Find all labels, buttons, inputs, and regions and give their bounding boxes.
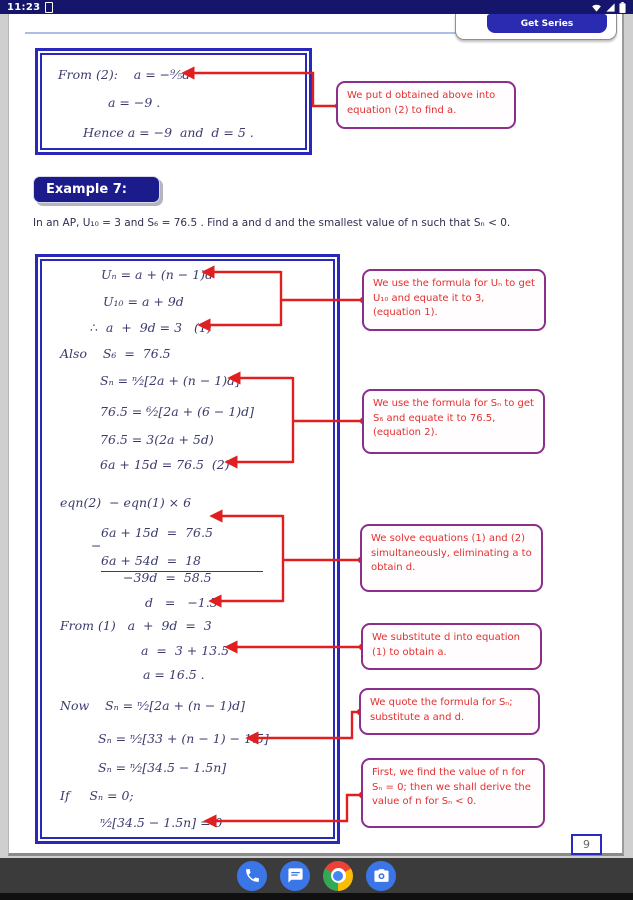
equation-line: U₁₀ = a + 9d [103,294,184,309]
equation-line: 6a + 54d = 18 [101,552,263,572]
callout-note: We put d obtained above into equation (2) to find a. [336,81,516,129]
example-header: Example 7: [33,176,160,203]
callout-note: We quote the formula for Sₙ; substitute a and d. [359,688,540,735]
equation-line: ⁿ⁄₂[34.5 − 1.5n] = 0 [100,815,223,830]
equation-line: Sₙ = ⁿ⁄₂[2a + (n − 1)d] [100,373,240,388]
callout-note: We use the formula for Sₙ to get S₆ and equate it to 76.5, (equation 2). [362,389,545,454]
callout-note: We solve equations (1) and (2) simultaneously, eliminating a to obtain d. [360,524,543,592]
callout-note: First, we find the value of n for Sₙ = 0; then we shall derive the value of n for Sₙ < 0. [361,758,545,828]
callout-note: We substitute d into equation (1) to obtain a. [361,623,542,670]
equation-line: Sₙ = ⁿ⁄₂[34.5 − 1.5n] [98,760,227,775]
equation-line: Also S₆ = 76.5 [60,346,171,361]
recap-line: Hence a = −9 and d = 5 . [83,125,254,140]
navigation-strip [0,893,633,900]
equation-line: 76.5 = ⁶⁄₂[2a + (6 − 1)d] [100,404,255,419]
equation-line: eqn(2) − eqn(1) × 6 [60,495,192,510]
equation-line: Uₙ = a + (n − 1)d [101,267,214,282]
callout-note: We use the formula for Uₙ to get U₁₀ and equate it to 3, (equation 1). [362,269,546,331]
signal-icon [605,2,616,13]
equation-line: If Sₙ = 0; [60,788,134,803]
equation-line: ∴ a + 9d = 3 (1) [90,320,212,335]
phone-icon[interactable] [237,861,267,891]
recap-line: a = −9 . [108,95,161,110]
equation-line: a = 16.5 . [143,667,205,682]
recap-box [35,48,312,155]
equation-line: −39d = 58.5 [123,570,212,585]
page-number: 9 [571,834,602,855]
messages-icon[interactable] [280,861,310,891]
equation-line: Sₙ = ⁿ⁄₂[33 + (n − 1) − 1.5] [98,731,269,746]
series-button[interactable]: Get Series [487,14,607,33]
clock: 11:23 [7,1,41,13]
equation-line: 6a + 15d = 76.5 [101,525,213,540]
equation-line: d = −1.5 [145,595,218,610]
chrome-icon-ring [331,868,346,883]
equation-line: 6a + 15d = 76.5 (2) [100,457,230,472]
recap-line: From (2): a = −⁹⁄₅d [58,67,191,82]
chrome-icon-center [333,871,343,881]
equation-line: a = 3 + 13.5 [141,643,230,658]
status-bar [0,0,633,14]
battery-icon [619,2,626,13]
equation-line: 76.5 = 3(2a + 5d) [100,432,214,447]
minus-sign: − [91,538,102,553]
equation-line: From (1) a + 9d = 3 [60,618,212,633]
working-box [35,254,340,844]
equation-line: Now Sₙ = ⁿ⁄₂[2a + (n − 1)d] [60,698,246,713]
notification-icon [45,2,53,13]
camera-icon[interactable] [366,861,396,891]
wifi-icon [591,2,602,13]
chrome-icon[interactable] [323,861,353,891]
dock [0,858,633,893]
problem-statement: In an AP, U₁₀ = 3 and S₆ = 76.5 . Find a and d and the smallest value of n such that Sₙ < 0. [33,217,511,229]
